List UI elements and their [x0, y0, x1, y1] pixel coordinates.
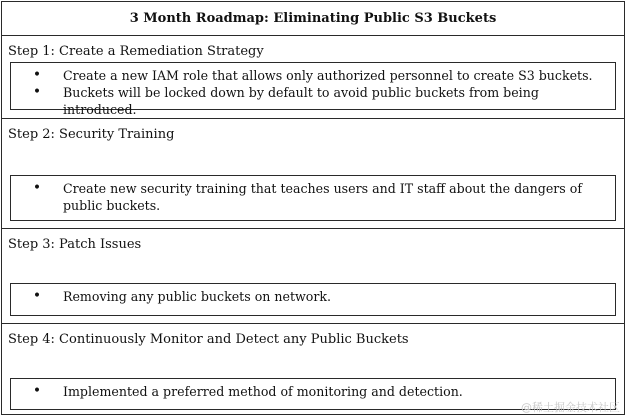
step-3-bullet-box [10, 283, 616, 316]
step-2-bullet-box [10, 175, 616, 221]
step-3-bullet-1 [11, 288, 607, 305]
bullet-text: Removing any public buckets on network. [63, 289, 332, 304]
section-step-2 [2, 118, 624, 228]
watermark: @稀土掘金技术社区 [521, 401, 620, 414]
step-1-bullet-2 [11, 84, 607, 118]
step-1-bullet-box [10, 62, 616, 117]
bullet-icon: • [32, 67, 42, 83]
bullet-text: Create a new IAM role that allows only authorized personnel to create S3 buckets. [63, 68, 593, 83]
bullet-text: Implemented a preferred method of monitoring and detection. [63, 384, 463, 399]
bullet-text: Create new security training that teaches users and IT staff about the dangers of public buckets. [63, 181, 583, 213]
section-step-1 [2, 36, 624, 118]
step-1-bullet-1 [11, 67, 607, 84]
bullet-icon: • [32, 288, 42, 304]
step-2-heading: Step 2: Security Training [8, 127, 175, 142]
step-4-bullet-1 [11, 383, 607, 400]
bullet-icon: • [32, 84, 42, 100]
roadmap-table [1, 1, 625, 415]
step-2-bullet-1 [11, 180, 607, 214]
step-1-heading: Step 1: Create a Remediation Strategy [8, 44, 264, 59]
bullet-text: Buckets will be locked down by default to avoid public buckets from being introduced. [63, 85, 539, 117]
document-title: 3 Month Roadmap: Eliminating Public S3 Buckets [2, 2, 624, 36]
bullet-icon: • [32, 180, 42, 196]
step-3-heading: Step 3: Patch Issues [8, 237, 142, 252]
section-step-3 [2, 228, 624, 323]
bullet-icon: • [32, 383, 42, 399]
step-4-heading: Step 4: Continuously Monitor and Detect any Public Buckets [8, 332, 409, 347]
